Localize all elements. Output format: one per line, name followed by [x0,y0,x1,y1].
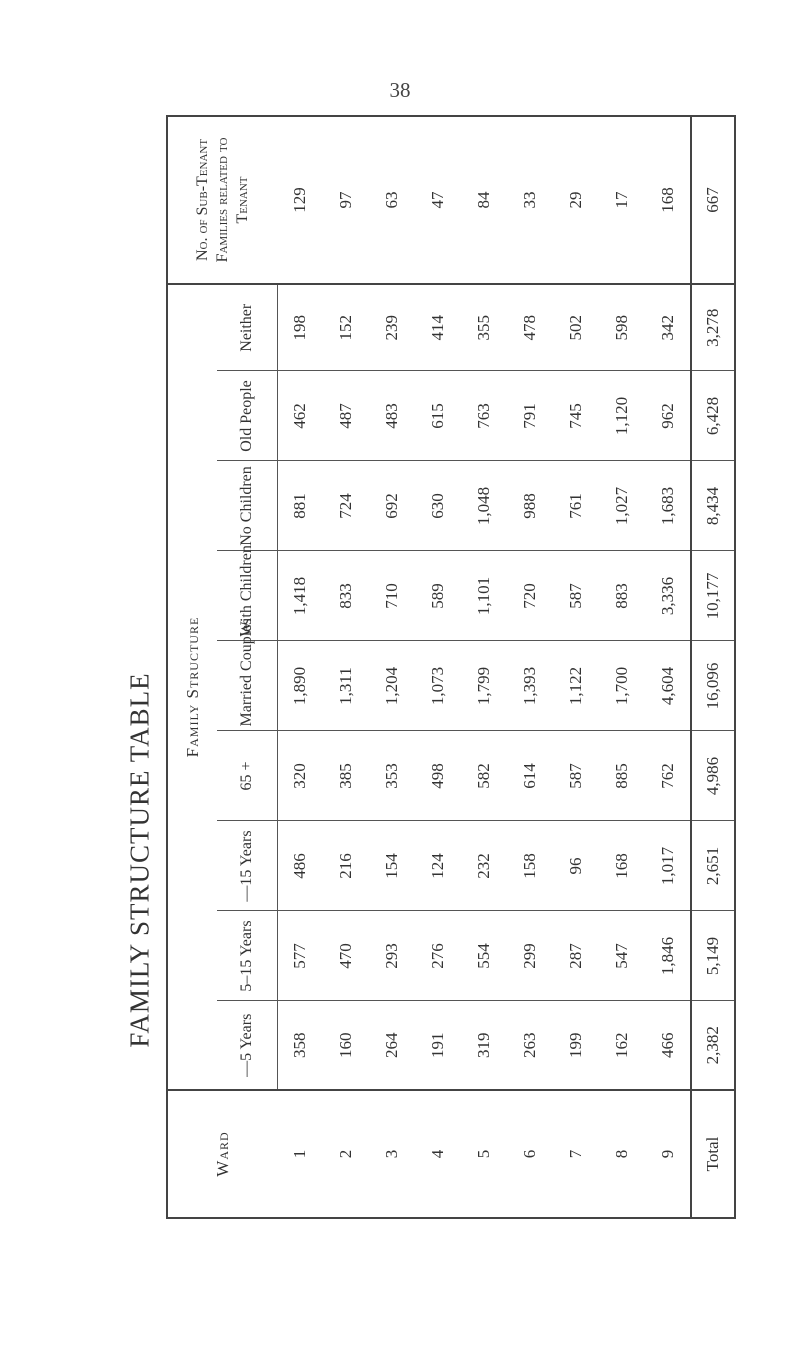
table-cell: 1,890 [277,641,323,731]
table-cell: 124 [415,821,461,911]
table-cell: 276 [415,911,461,1001]
col-header-married-couples: Married Couples [217,641,277,731]
table-body [277,116,735,1218]
table-cell: 483 [369,371,415,461]
table-row [645,116,691,1218]
page-number: 38 [389,78,411,102]
ward-number-cell: 8 [612,1149,631,1159]
table-cell: 466 [645,1001,691,1090]
table-cell: 589 [415,551,461,641]
ward-number-cell: 5 [474,1149,493,1159]
table-cell: 1,204 [369,641,415,731]
table-cell: 1,073 [415,641,461,731]
subtenant-cell: 97 [323,116,369,284]
table-cell: 547 [599,911,645,1001]
table-cell: 1,122 [553,641,599,731]
table-cell: 498 [415,731,461,821]
col-header-under5: —5 Years [217,1001,277,1090]
total-cell: 8,434 [691,461,735,551]
table-cell: 582 [461,731,507,821]
table-row [415,116,461,1218]
table-cell: 763 [461,371,507,461]
ward-number-cell: 3 [382,1149,401,1159]
subtenant-cell: 33 [507,116,553,284]
family-structure-table [166,115,736,1219]
total-label: Total [691,1090,735,1218]
table-cell: 320 [277,731,323,821]
table-cell: 1,700 [599,641,645,731]
table-cell: 883 [599,551,645,641]
table-cell: 791 [507,371,553,461]
table-row [277,116,323,1218]
ward-header: Ward [212,1131,232,1177]
table-cell: 724 [323,461,369,551]
table-cell: 1,017 [645,821,691,911]
total-cell: 6,428 [691,371,735,461]
table-cell: 198 [277,284,323,371]
table-cell: 478 [507,284,553,371]
table-cell: 293 [369,911,415,1001]
ward-number-cell: 9 [657,1149,677,1159]
table-cell: 385 [323,731,369,821]
table-cell: 577 [277,911,323,1001]
table-cell: 216 [323,821,369,911]
table-cell: 168 [599,821,645,911]
table-row [553,116,599,1218]
ward-number-cell: 4 [428,1149,447,1159]
ward-number-cell: 7 [566,1149,585,1159]
family-structure-header: Family Structure [167,284,217,1090]
table-cell: 761 [553,461,599,551]
table-cell: 1,393 [507,641,553,731]
table-cell: 4,604 [645,641,691,731]
table-cell: 355 [461,284,507,371]
table-cell: 152 [323,284,369,371]
table-cell: 614 [507,731,553,821]
table-cell: 96 [553,821,599,911]
table-cell: 692 [369,461,415,551]
table-row [461,116,507,1218]
table-row [369,116,415,1218]
table-cell: 1,799 [461,641,507,731]
table-title: FAMILY STRUCTURE TABLE [124,672,155,1048]
subtenant-cell: 63 [369,116,415,284]
subtenant-cell: 17 [599,116,645,284]
total-cell: 10,177 [691,551,735,641]
table-row [507,116,553,1218]
table-cell: 160 [323,1001,369,1090]
table-cell: 502 [553,284,599,371]
table-cell: 158 [507,821,553,911]
table-cell: 1,311 [323,641,369,731]
table-cell: 264 [369,1001,415,1090]
table-cell: 587 [553,731,599,821]
table-cell: 239 [369,284,415,371]
table-cell: 630 [415,461,461,551]
col-header-old-people: Old People [217,371,277,461]
rotated-table-frame [166,117,722,1219]
total-cell: 4,986 [691,731,735,821]
table-cell: 1,418 [277,551,323,641]
table-cell: 299 [507,911,553,1001]
table-cell: 1,048 [461,461,507,551]
table-cell: 199 [553,1001,599,1090]
table-cell: 833 [323,551,369,641]
table-row [323,116,369,1218]
table-row [599,116,645,1218]
table-cell: 720 [507,551,553,641]
table-cell: 462 [277,371,323,461]
total-subtenant-cell: 667 [691,116,735,284]
col-header-no-children: No Children [217,461,277,551]
ward-number-cell: 1 [290,1149,309,1159]
table-cell: 342 [645,284,691,371]
ward-number-cell: 2 [336,1149,355,1159]
col-header-5-15: 5–15 Years [217,911,277,1001]
table-cell: 470 [323,911,369,1001]
table-cell: 232 [461,821,507,911]
total-cell: 2,382 [691,1001,735,1090]
table-cell: 1,846 [645,911,691,1001]
table-cell: 762 [645,731,691,821]
table-cell: 358 [277,1001,323,1090]
table-cell: 319 [461,1001,507,1090]
total-cell: 3,278 [691,284,735,371]
table-cell: 162 [599,1001,645,1090]
subtenant-cell: 29 [553,116,599,284]
table-cell: 988 [507,461,553,551]
table-cell: 1,683 [645,461,691,551]
table-cell: 615 [415,371,461,461]
col-header-15plus: —15 Years [217,821,277,911]
table-cell: 414 [415,284,461,371]
table-cell: 263 [507,1001,553,1090]
subtenant-cell: 168 [645,116,691,284]
total-cell: 2,651 [691,821,735,911]
table-cell: 1,101 [461,551,507,641]
total-row [691,116,735,1218]
subtenant-cell: 47 [415,116,461,284]
table-cell: 191 [415,1001,461,1090]
table-cell: 353 [369,731,415,821]
ward-number-cell: 6 [520,1149,539,1159]
table-cell: 486 [277,821,323,911]
table-container [166,117,722,1219]
table-cell: 881 [277,461,323,551]
col-header-65plus: 65 + [217,731,277,821]
table-cell: 3,336 [645,551,691,641]
subtenant-cell: 129 [277,116,323,284]
table-cell: 587 [553,551,599,641]
total-cell: 16,096 [691,641,735,731]
table-cell: 1,120 [599,371,645,461]
subtenant-cell: 84 [461,116,507,284]
table-cell: 962 [645,371,691,461]
table-cell: 487 [323,371,369,461]
table-cell: 554 [461,911,507,1001]
col-header-with-children: With Children [217,551,277,641]
table-cell: 598 [599,284,645,371]
table-cell: 154 [369,821,415,911]
table-cell: 287 [553,911,599,1001]
total-cell: 5,149 [691,911,735,1001]
subtenant-header: No. of Sub-Tenant Families related to Tenant [167,116,277,284]
table-cell: 710 [369,551,415,641]
table-cell: 885 [599,731,645,821]
table-cell: 1,027 [599,461,645,551]
table-cell: 745 [553,371,599,461]
col-header-neither: Neither [217,284,277,371]
